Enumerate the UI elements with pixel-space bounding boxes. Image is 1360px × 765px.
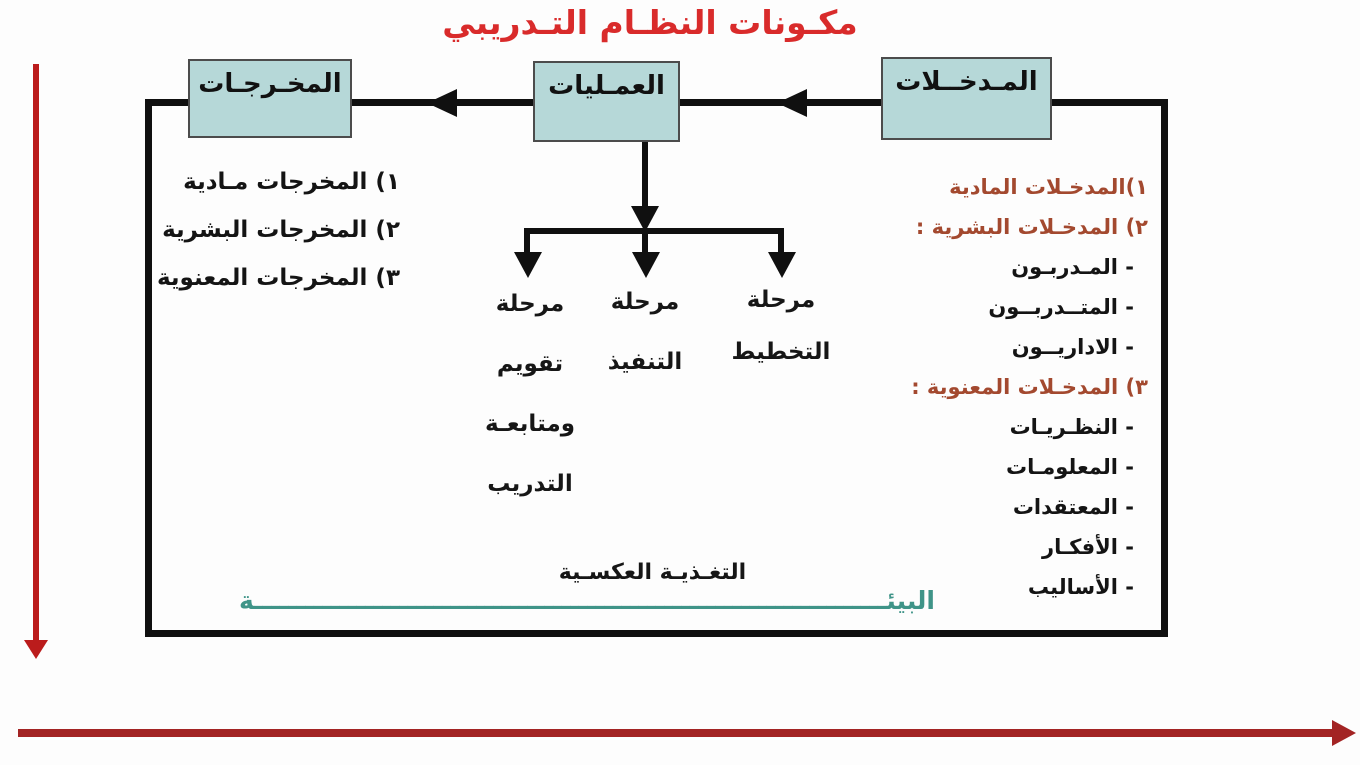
inputs-list-item: - الاداريــون — [1011, 335, 1134, 359]
inputs-list-item: - النظـريـات — [1009, 415, 1134, 439]
phase-implementation-line-2: التنفيذ — [607, 349, 683, 375]
processes-box: العمـليات — [533, 61, 680, 142]
inputs-list-header: ١)المدخـلات المادية — [949, 175, 1148, 199]
arrowhead-down-icon — [632, 252, 660, 278]
arrowhead-left-icon — [427, 89, 457, 117]
outputs-box: المخـرجـات — [188, 59, 352, 138]
phase-evaluation-line-2: تقويم — [496, 351, 564, 377]
phase-evaluation-line-4: التدريب — [487, 471, 573, 497]
outputs-list — [150, 164, 400, 308]
phase-planning — [711, 285, 851, 389]
inputs-list-item: - المعلومـات — [1006, 455, 1134, 479]
bottom-flow-arrowhead-icon — [1332, 720, 1356, 746]
arrow-processes-down — [642, 142, 648, 212]
bottom-flow-arrow — [18, 729, 1334, 737]
left-flow-arrowhead-icon — [24, 640, 48, 659]
branch-bar — [524, 228, 784, 234]
inputs-list-header: ٣) المدخـلات المعنوية : — [911, 375, 1148, 399]
phase-evaluation-line-3: ومتابعـة — [485, 411, 575, 437]
phase-evaluation — [460, 289, 600, 529]
outputs-list-item: ١) المخرجات مـادية — [183, 169, 400, 195]
phase-evaluation-line-1: مرحلة — [495, 291, 565, 317]
inputs-box: المـدخــلات — [881, 57, 1052, 140]
inputs-list — [888, 167, 1148, 607]
outputs-list-item: ٢) المخرجات البشرية — [162, 217, 400, 243]
environment-label: البيئــــــــــــــــــــــــــــــــــــــــــــــــــــــــــــــــــــــــــة — [238, 586, 935, 615]
phase-planning-line-2: التخطيط — [731, 339, 831, 365]
phase-planning-line-1: مرحلة — [746, 287, 816, 313]
arrowhead-down-icon — [514, 252, 542, 278]
left-flow-arrow — [33, 64, 39, 642]
inputs-list-item: - المتــدربــون — [988, 295, 1134, 319]
inputs-list-item: - المعتقدات — [1012, 495, 1134, 519]
inputs-list-header: ٢) المدخـلات البشرية : — [915, 215, 1148, 239]
phase-implementation-line-1: مرحلة — [610, 289, 680, 315]
outputs-list-item: ٣) المخرجات المعنوية — [156, 265, 400, 291]
arrowhead-left-icon — [777, 89, 807, 117]
inputs-list-item: - المـدربـون — [1011, 255, 1134, 279]
inputs-list-item: - الأساليب — [1027, 575, 1134, 599]
slide-title: مكـونات النظـام التـدريبي — [442, 3, 858, 42]
inputs-list-item: - الأفكـار — [1042, 535, 1134, 559]
arrowhead-down-icon — [768, 252, 796, 278]
feedback-label: التغـذيـة العكسـية — [558, 560, 747, 585]
